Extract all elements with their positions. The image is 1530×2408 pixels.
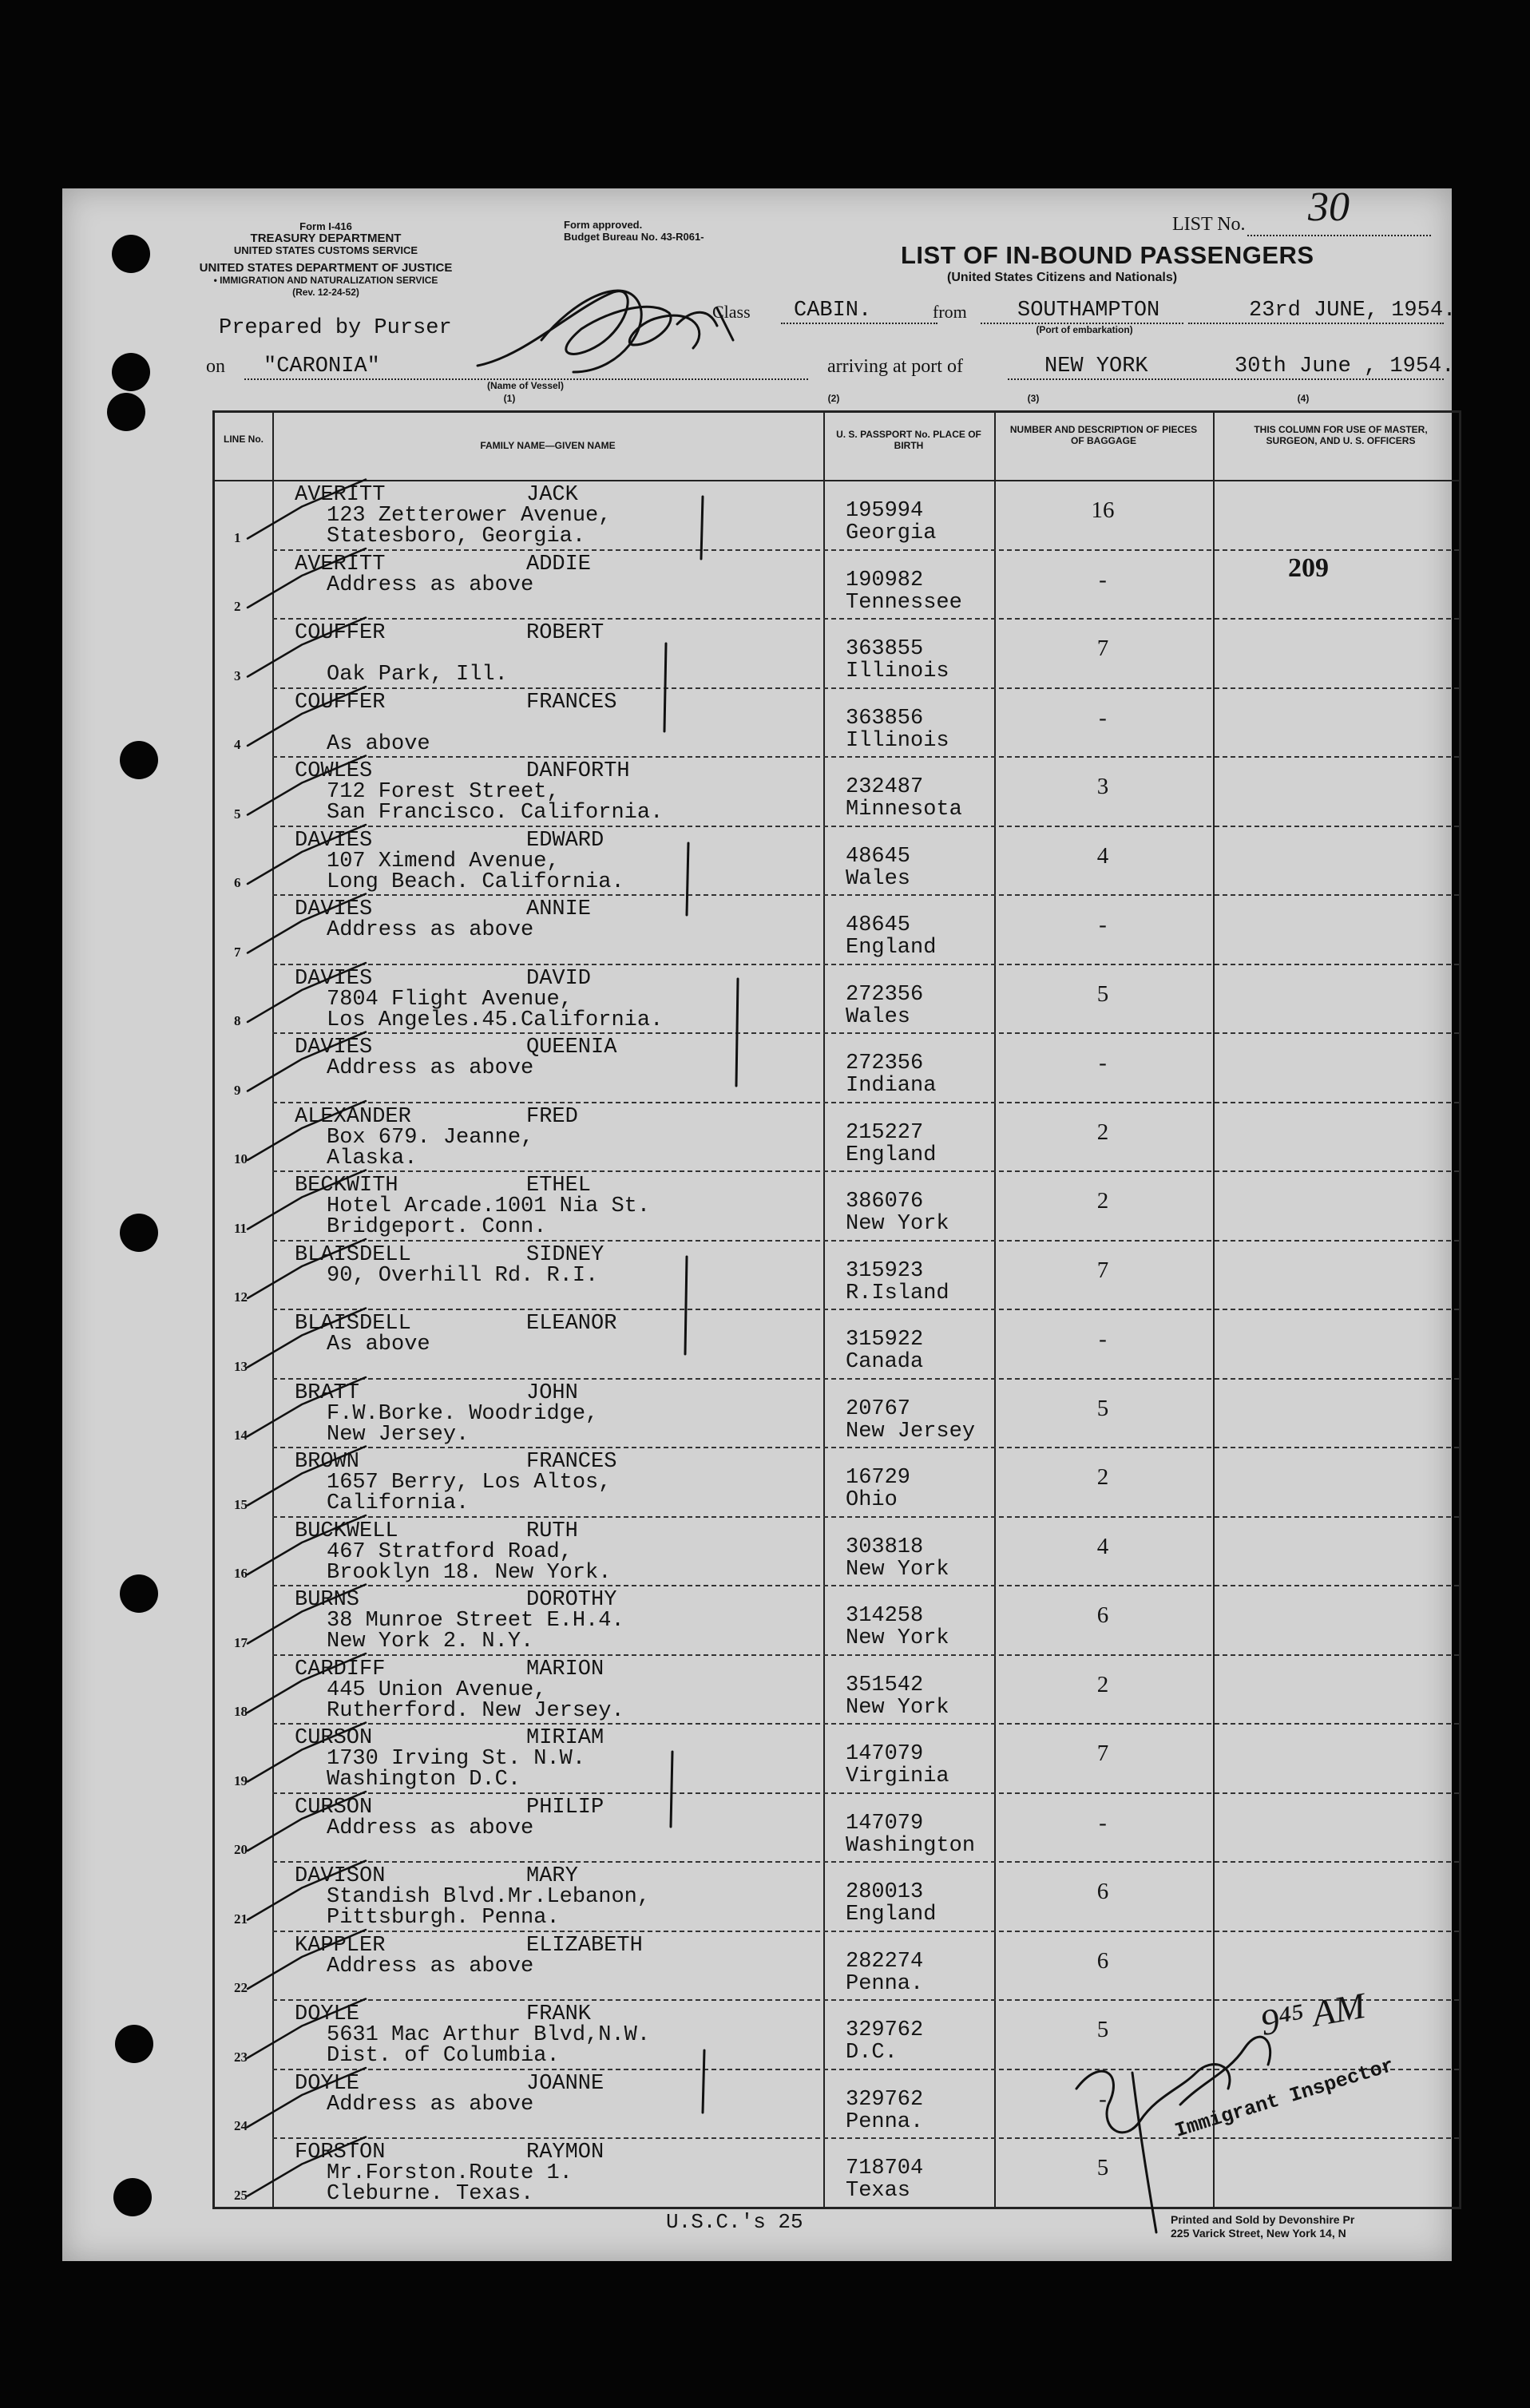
line-number: 1 <box>234 529 241 545</box>
line-number: 3 <box>234 667 241 683</box>
address-line-1: Hotel Arcade.1001 Nia St. <box>327 1194 651 1218</box>
line-number: 19 <box>234 1772 248 1788</box>
col-head-baggage: NUMBER AND DESCRIPTION OF PIECES OF BAGGAGE <box>1009 424 1198 446</box>
line-number: 13 <box>234 1358 248 1374</box>
family-name: AVERITT <box>295 483 386 507</box>
given-name: ADDIE <box>526 552 592 576</box>
address-line-2: Rutherford. New Jersey. <box>327 1698 624 1723</box>
address-line-1: 123 Zetterower Avenue, <box>327 504 612 528</box>
address-line-2: Pittsburgh. Penna. <box>327 1906 560 1930</box>
vessel-name: "CARONIA" <box>264 354 380 378</box>
passport-number: 315923 <box>846 1258 924 1283</box>
col-head-officers: THIS COLUMN FOR USE OF MASTER, SURGEON, AND U. S. OFFICERS <box>1254 424 1428 446</box>
given-name: QUEENIA <box>526 1036 617 1059</box>
address-line-2: Oak Park, Ill. <box>327 663 508 687</box>
line-number: 2 <box>234 599 241 614</box>
address-line-2: San Francisco. California. <box>327 801 664 825</box>
given-name: FRANK <box>526 2002 592 2026</box>
family-name: COUFFER <box>295 621 386 645</box>
given-name: ELEANOR <box>526 1312 617 1336</box>
baggage-count: 6 <box>1096 1947 1109 1974</box>
line-number: 16 <box>234 1566 248 1581</box>
address-line-1: 107 Ximend Avenue, <box>327 849 560 873</box>
family-name: KAPPLER <box>295 1933 386 1958</box>
address-line-1: Address as above <box>327 572 534 597</box>
line-number: 20 <box>234 1842 248 1857</box>
given-name: JOANNE <box>526 2071 604 2096</box>
place-of-birth: Virginia <box>846 1764 949 1788</box>
given-name: MARION <box>526 1657 604 1681</box>
given-name: RAYMON <box>526 2141 604 2164</box>
given-name: DAVID <box>526 966 592 991</box>
family-brackets <box>664 497 738 2113</box>
form-number: Form I-416 <box>299 220 352 232</box>
check-tick <box>248 1170 366 1230</box>
address-line-1: Box 679. Jeanne, <box>327 1125 534 1150</box>
address-line-1: 38 Munroe Street E.H.4. <box>327 1609 624 1633</box>
baggage-count: 2 <box>1096 1188 1109 1214</box>
line-number: 17 <box>234 1634 248 1650</box>
printer-line-1: Printed and Sold by Devonshire Pr <box>1171 2213 1355 2226</box>
passport-number: 280013 <box>846 1880 924 1904</box>
baggage-count: - <box>1099 2085 1107 2112</box>
address-line-2: Alaska. <box>327 1146 418 1170</box>
place-of-birth: D.C. <box>846 2041 898 2065</box>
line-number: 18 <box>234 1704 248 1719</box>
address-line-2: Los Angeles.45.California. <box>327 1008 664 1032</box>
address-line-1: 1657 Berry, Los Altos, <box>327 1471 612 1495</box>
check-tick <box>248 1723 366 1782</box>
check-tick <box>248 618 366 677</box>
family-name: DAVIES <box>295 1036 373 1059</box>
place-of-birth: Texas <box>846 2179 911 2203</box>
check-tick <box>248 687 366 746</box>
given-name: DANFORTH <box>526 759 630 783</box>
place-of-birth: Penna. <box>846 2109 924 2134</box>
check-tick <box>248 1032 366 1091</box>
place-of-birth: Indiana <box>846 1074 937 1098</box>
address-line-1: Mr.Forston.Route 1. <box>327 2161 573 2185</box>
place-of-birth: Georgia <box>846 521 937 545</box>
given-name: RUTH <box>526 1519 578 1543</box>
approved-label: Form approved. <box>564 219 643 231</box>
col-head-name: FAMILY NAME—GIVEN NAME <box>480 440 616 451</box>
passport-number: 329762 <box>846 2018 924 2042</box>
passport-number: 272356 <box>846 1052 924 1075</box>
family-name: DAVIES <box>295 897 373 921</box>
baggage-count: - <box>1099 1050 1107 1075</box>
place-of-birth: Ohio <box>846 1488 898 1512</box>
address-line-1: 467 Stratford Road, <box>327 1539 573 1564</box>
address-line-1: Address as above <box>327 1816 534 1840</box>
printer-line-2: 225 Varick Street, New York 14, N <box>1171 2227 1346 2240</box>
baggage-count: - <box>1099 566 1107 592</box>
line-number: 22 <box>234 1980 248 1995</box>
place-of-birth: Tennessee <box>846 590 962 615</box>
given-name: FRANCES <box>526 1450 617 1474</box>
customs-service: UNITED STATES CUSTOMS SERVICE <box>233 244 418 256</box>
check-tick <box>248 480 366 539</box>
passport-number: 147079 <box>846 1742 924 1766</box>
address-line-1: Address as above <box>327 2092 534 2117</box>
passport-number: 190982 <box>846 568 924 592</box>
line-number: 6 <box>234 875 241 890</box>
baggage-count: - <box>1099 1809 1107 1836</box>
on-label: on <box>206 356 225 377</box>
col-num-3: (3) <box>1027 393 1040 404</box>
from-port: SOUTHAMPTON <box>1017 299 1160 323</box>
passport-number: 215227 <box>846 1120 924 1145</box>
address-line-1: Standish Blvd.Mr.Lebanon, <box>327 1885 651 1909</box>
address-line-1: As above <box>327 1333 430 1356</box>
col-num-2: (2) <box>827 393 840 404</box>
list-no-value: 30 <box>1308 184 1350 230</box>
inspection-time: 9⁴⁵ AM <box>1257 1984 1369 2044</box>
passport-number: 363855 <box>846 637 924 661</box>
officer-count: 209 <box>1288 553 1329 583</box>
address-line-1: 7804 Flight Avenue, <box>327 987 573 1012</box>
family-name: DOYLE <box>295 2071 360 2096</box>
line-number: 11 <box>234 1220 248 1236</box>
check-tick <box>248 894 366 953</box>
passport-number: 329762 <box>846 2087 924 2112</box>
family-name: BROWN <box>295 1450 360 1474</box>
baggage-count: 5 <box>1096 2155 1109 2180</box>
address-line-1: Address as above <box>327 918 534 942</box>
arrival-port: NEW YORK <box>1044 354 1148 378</box>
col-head-passport: U. S. PASSPORT No. PLACE OF BIRTH <box>836 429 981 451</box>
baggage-count: 7 <box>1096 1257 1109 1283</box>
inspector-signature <box>1076 2037 1270 2232</box>
address-line-2: As above <box>327 731 430 756</box>
passport-number: 363856 <box>846 706 924 731</box>
check-tick <box>248 1309 366 1368</box>
address-line-1: F.W.Borke. Woodridge, <box>327 1401 599 1426</box>
baggage-count: 4 <box>1096 842 1109 869</box>
passport-number: 303818 <box>846 1535 924 1559</box>
passport-number: 195994 <box>846 499 924 523</box>
place-of-birth: New York <box>846 1557 949 1582</box>
family-name: ALEXANDER <box>295 1104 411 1129</box>
line-number: 5 <box>234 806 241 822</box>
place-of-birth: New York <box>846 1626 949 1650</box>
baggage-count: - <box>1099 1326 1107 1352</box>
passport-number: 282274 <box>846 1949 924 1974</box>
line-number: 7 <box>234 944 241 960</box>
class-label: Class <box>712 302 751 322</box>
passport-number: 315922 <box>846 1328 924 1352</box>
line-number: 25 <box>234 2187 248 2203</box>
baggage-count: 3 <box>1096 774 1109 799</box>
address-line-2: Statesboro, Georgia. <box>327 525 586 549</box>
check-tick <box>248 1239 366 1298</box>
baggage-count: - <box>1099 704 1107 731</box>
check-tick <box>248 1654 366 1713</box>
family-name: BLAISDELL <box>295 1312 411 1336</box>
given-name: ETHEL <box>526 1174 592 1198</box>
place-of-birth: Washington <box>846 1833 976 1858</box>
line-number: 14 <box>234 1428 248 1443</box>
passport-number: 272356 <box>846 982 924 1007</box>
family-name: BURNS <box>295 1588 360 1612</box>
address-line-1: 712 Forest Street, <box>327 780 560 804</box>
family-name: BLAISDELL <box>295 1242 411 1267</box>
check-tick <box>248 549 366 608</box>
place-of-birth: England <box>846 1143 937 1167</box>
baggage-count: 5 <box>1096 980 1109 1007</box>
passport-number: 48645 <box>846 913 911 937</box>
baggage-count: 2 <box>1096 1671 1109 1697</box>
address-line-2: Washington D.C. <box>327 1768 521 1792</box>
check-ticks <box>248 480 366 2196</box>
check-tick <box>248 1861 366 1920</box>
passport-number: 718704 <box>846 2157 924 2180</box>
revision: (Rev. 12-24-52) <box>292 287 359 298</box>
address-line-1: Address as above <box>327 1954 534 1978</box>
line-number: 21 <box>234 1911 248 1927</box>
treasury-dept: TREASURY DEPARTMENT <box>250 232 402 245</box>
passport-number: 314258 <box>846 1604 924 1628</box>
form-title: LIST OF IN-BOUND PASSENGERS <box>901 241 1314 269</box>
check-tick <box>248 963 366 1022</box>
family-name: DAVISON <box>295 1864 386 1888</box>
purser-signature <box>478 291 733 372</box>
given-name: DOROTHY <box>526 1588 617 1612</box>
col-head-line: LINE No. <box>224 434 264 445</box>
passport-number: 48645 <box>846 844 911 869</box>
from-label: from <box>933 302 967 322</box>
given-name: MIRIAM <box>526 1726 604 1750</box>
place-of-birth: England <box>846 1903 937 1927</box>
baggage-count: 6 <box>1096 1879 1109 1904</box>
family-name: CURSON <box>295 1726 373 1750</box>
place-of-birth: Wales <box>846 866 911 891</box>
place-of-birth: England <box>846 936 937 960</box>
passport-number: 16729 <box>846 1466 911 1490</box>
baggage-count: 2 <box>1096 1464 1109 1490</box>
given-name: PHILIP <box>526 1795 604 1820</box>
baggage-count: 16 <box>1091 497 1115 523</box>
line-number: 10 <box>234 1151 248 1166</box>
given-name: MARY <box>526 1864 578 1888</box>
budget-bureau: Budget Bureau No. 43-R061- <box>564 231 704 243</box>
check-tick <box>248 1792 366 1851</box>
family-name: FORSTON <box>295 2141 386 2164</box>
check-tick <box>248 825 366 884</box>
family-name: DOYLE <box>295 2002 360 2026</box>
departure-date: 23rd JUNE, 1954. <box>1249 299 1457 323</box>
justice-dept: UNITED STATES DEPARTMENT OF JUSTICE <box>199 261 453 275</box>
check-tick <box>248 1999 366 2058</box>
address-line-2: Bridgeport. Conn. <box>327 1215 547 1239</box>
baggage-count: - <box>1099 912 1107 937</box>
given-name: JOHN <box>526 1380 578 1405</box>
address-line-2: Dist. of Columbia. <box>327 2044 560 2068</box>
family-name: BUCKWELL <box>295 1519 398 1543</box>
check-tick <box>248 1447 366 1506</box>
family-name: CURSON <box>295 1795 373 1820</box>
address-line-2: Long Beach. California. <box>327 869 624 894</box>
family-name: AVERITT <box>295 552 386 576</box>
baggage-count: 7 <box>1096 1741 1109 1766</box>
place-of-birth: R.Island <box>846 1281 949 1305</box>
check-tick <box>248 1101 366 1160</box>
passport-number: 147079 <box>846 1811 924 1836</box>
family-name: BECKWITH <box>295 1174 398 1198</box>
check-tick <box>248 1515 366 1574</box>
address-line-2: New York 2. N.Y. <box>327 1630 534 1654</box>
given-name: ELIZABETH <box>526 1933 643 1958</box>
address-line-1: 5631 Mac Arthur Blvd,N.W. <box>327 2023 651 2047</box>
baggage-count: 7 <box>1096 636 1109 661</box>
place-of-birth: Illinois <box>846 659 949 683</box>
place-of-birth: Minnesota <box>846 798 962 822</box>
vessel-note: (Name of Vessel) <box>486 380 565 391</box>
place-of-birth: Wales <box>846 1004 911 1029</box>
baggage-count: 4 <box>1096 1533 1109 1559</box>
place-of-birth: Penna. <box>846 1971 924 1996</box>
inspector-stamp: Immigrant Inspector <box>1172 2054 1397 2143</box>
address-line-2: New Jersey. <box>327 1422 470 1447</box>
check-tick <box>248 1930 366 1989</box>
passport-number: 351542 <box>846 1673 924 1697</box>
col-num-4: (4) <box>1297 393 1310 404</box>
arriving-label: arriving at port of <box>827 356 963 377</box>
prepared-by-label: Prepared by Purser <box>219 316 452 340</box>
check-tick <box>248 1585 366 1644</box>
usc-count: U.S.C.'s 25 <box>666 2210 803 2234</box>
family-name: DAVIES <box>295 966 373 991</box>
line-number: 8 <box>234 1013 241 1028</box>
handwritten-marks <box>62 188 1455 2261</box>
place-of-birth: New York <box>846 1695 949 1720</box>
line-number: 23 <box>234 2049 248 2065</box>
address-line-2: Cleburne. Texas. <box>327 2182 534 2206</box>
family-name: DAVIES <box>295 828 373 853</box>
given-name: SIDNEY <box>526 1242 604 1267</box>
address-line-2: Brooklyn 18. New York. <box>327 1560 612 1585</box>
line-number: 12 <box>234 1289 248 1305</box>
passport-number: 20767 <box>846 1396 911 1421</box>
family-name: CARDIFF <box>295 1657 386 1681</box>
line-number: 15 <box>234 1496 248 1512</box>
port-note: (Port of embarkation) <box>1036 324 1133 335</box>
address-line-1: 1730 Irving St. N.W. <box>327 1747 586 1771</box>
passport-number: 386076 <box>846 1190 924 1214</box>
passport-number: 232487 <box>846 775 924 799</box>
form-subtitle: (United States Citizens and Nationals) <box>947 271 1178 284</box>
given-name: FRED <box>526 1104 578 1129</box>
check-tick <box>248 2137 366 2196</box>
ins-service: • IMMIGRATION AND NATURALIZATION SERVICE <box>213 275 438 286</box>
given-name: ANNIE <box>526 897 592 921</box>
family-name: COWLES <box>295 759 373 783</box>
given-name: FRANCES <box>526 690 617 715</box>
list-no-label: LIST No. <box>1172 214 1246 235</box>
address-line-2: California. <box>327 1491 470 1515</box>
col-num-1: (1) <box>503 393 516 404</box>
family-name: COUFFER <box>295 690 386 715</box>
baggage-count: 2 <box>1096 1119 1109 1145</box>
baggage-count: 6 <box>1096 1602 1109 1628</box>
check-tick <box>248 2068 366 2127</box>
given-name: ROBERT <box>526 621 604 645</box>
baggage-count: 5 <box>1096 2017 1109 2042</box>
place-of-birth: Canada <box>846 1350 924 1374</box>
arrival-date: 30th June , 1954. <box>1235 354 1455 378</box>
manifest-page <box>62 184 1457 2261</box>
line-number: 9 <box>234 1082 241 1098</box>
given-name: EDWARD <box>526 828 604 853</box>
given-name: JACK <box>526 483 578 507</box>
family-name: BRATT <box>295 1380 360 1405</box>
check-tick <box>248 756 366 815</box>
line-number: 24 <box>234 2118 248 2133</box>
address-line-1: 90, Overhill Rd. R.I. <box>327 1263 599 1288</box>
address-line-1: 445 Union Avenue, <box>327 1677 547 1702</box>
baggage-count: 5 <box>1096 1395 1109 1421</box>
place-of-birth: New Jersey <box>846 1419 976 1444</box>
line-number: 4 <box>234 737 241 752</box>
place-of-birth: New York <box>846 1212 949 1236</box>
check-tick <box>248 1377 366 1436</box>
place-of-birth: Illinois <box>846 728 949 753</box>
address-line-1: Address as above <box>327 1056 534 1080</box>
class-value: CABIN. <box>794 299 872 323</box>
